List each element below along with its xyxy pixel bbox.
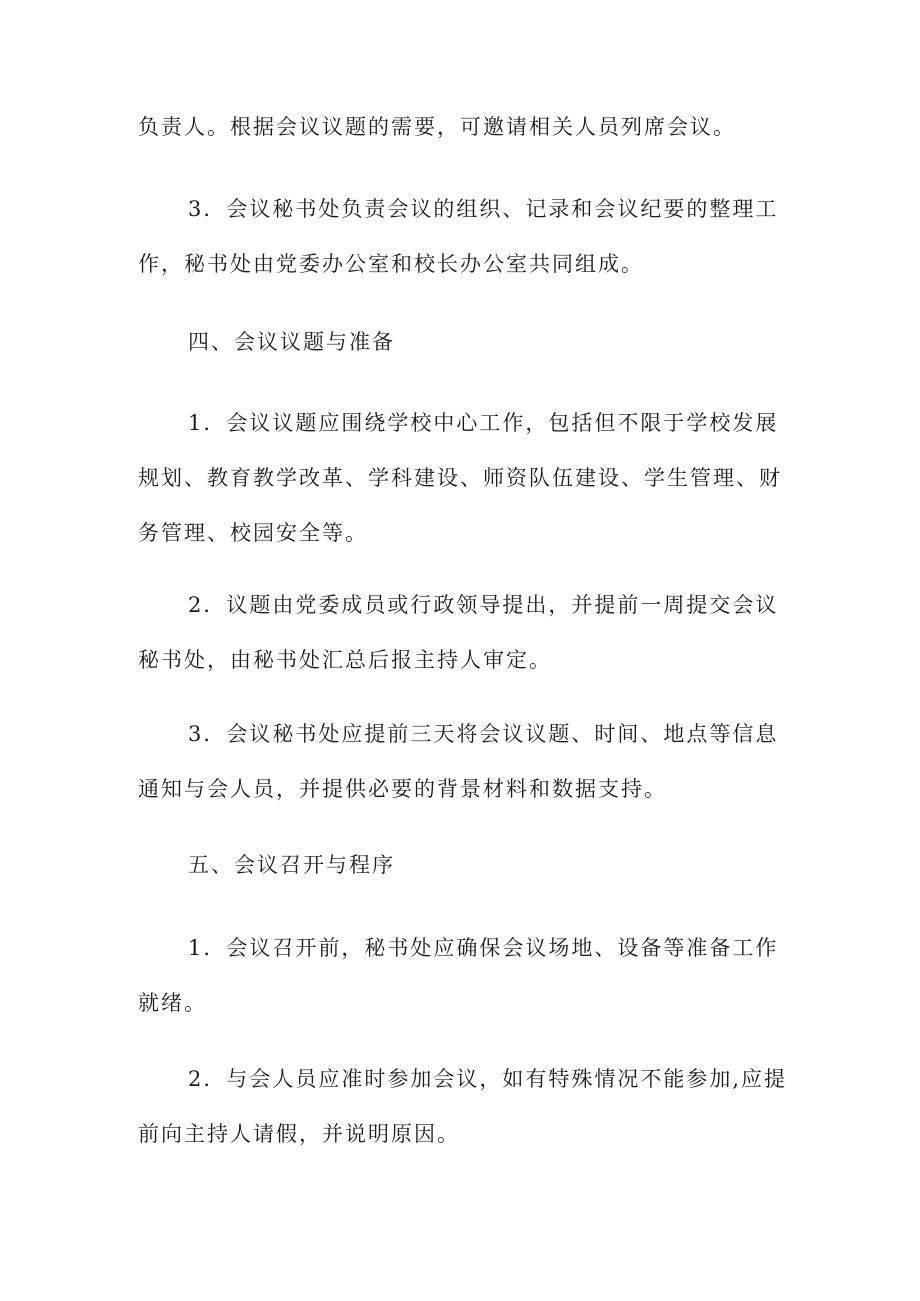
- paragraph-item-1-preparation: 1．会议召开前，秘书处应确保会议场地、设备等准备工作就绪。: [138, 936, 779, 1015]
- paragraph-item-2-attendance: 2．与会人员应准时参加会议，如有特殊情况不能参加,应提前向主持人请假，并说明原因。: [138, 1067, 788, 1146]
- section-heading-5: 五、会议召开与程序: [188, 853, 395, 877]
- paragraph-item-3-notice: 3．会议秘书处应提前三天将会议议题、时间、地点等信息通知与会人员，并提供必要的背景材料和数据支持。: [138, 722, 779, 801]
- paragraph-item-3-secretariat: 3．会议秘书处负责会议的组织、记录和会议纪要的整理工作，秘书处由党委办公室和校长办公室共同组成。: [138, 197, 779, 276]
- paragraph-item-2-topics: 2．议题由党委成员或行政领导提出，并提前一周提交会议秘书处，由秘书处汇总后报主持人审定。: [138, 593, 779, 672]
- section-heading-4: 四、会议议题与准备: [188, 330, 395, 354]
- paragraph-item-1-topics: 1．会议议题应围绕学校中心工作，包括但不限于学校发展规划、教育教学改革、学科建设、师资队伍建设、学生管理、财务管理、校园安全等。: [138, 411, 782, 545]
- paragraph-continuation: 负责人。根据会议议题的需要，可邀请相关人员列席会议。: [138, 115, 736, 139]
